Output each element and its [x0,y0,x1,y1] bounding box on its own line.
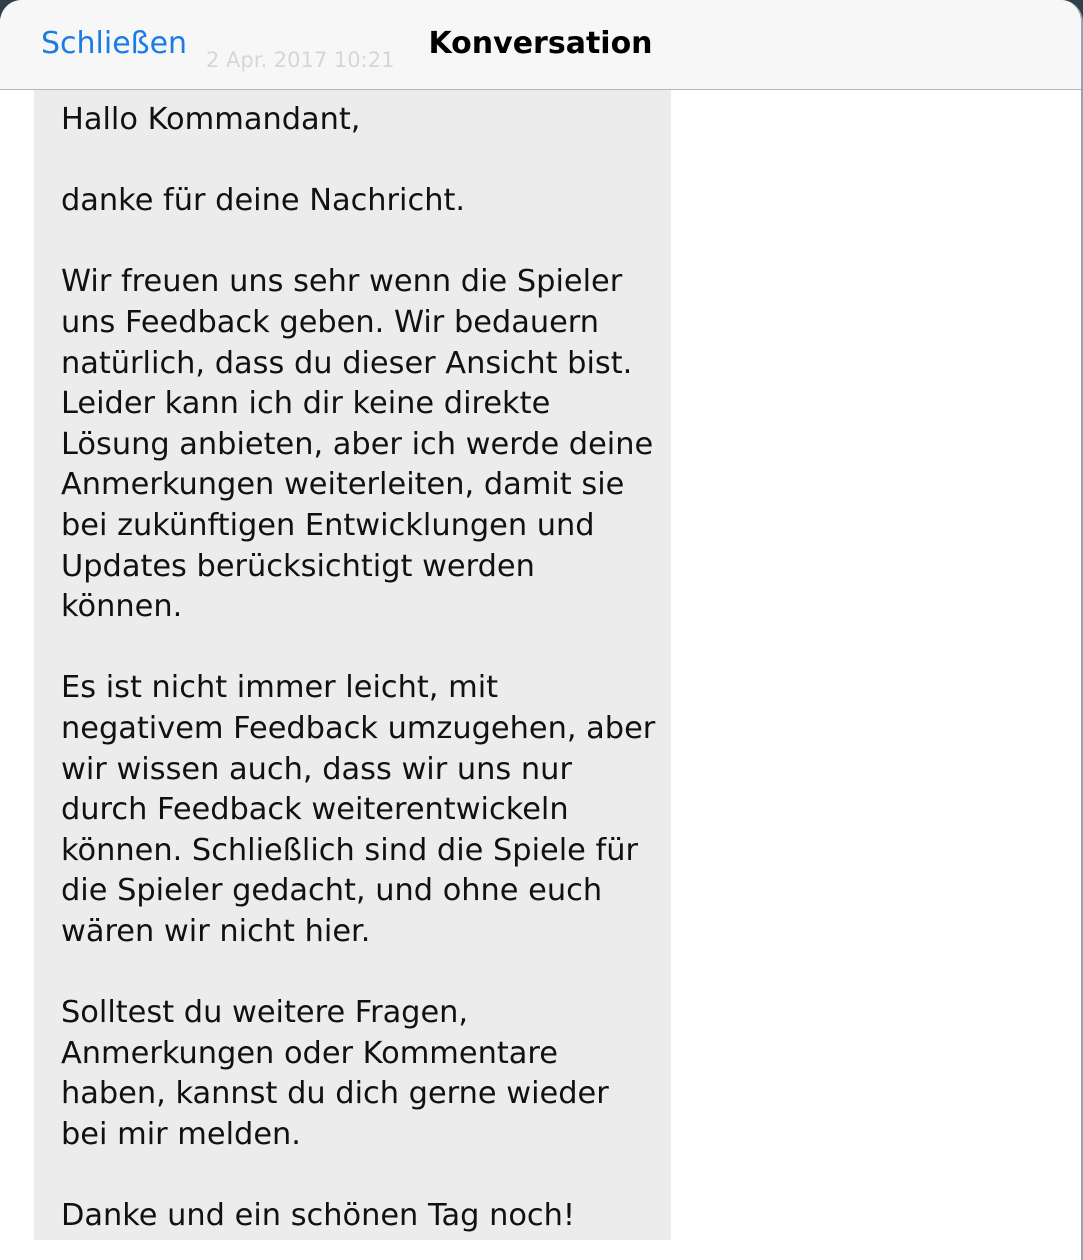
message-paragraph-greeting: Hallo Kommandant, [61,102,361,137]
page-title: Konversation [428,26,653,61]
message-paragraph-questions: Solltest du weitere Fragen, Anmerkungen oder Kommentare haben, kannst du dich gerne wieder bei mir melden. [61,995,609,1152]
message-text [61,100,661,1240]
conversation-scroll-area[interactable] [0,90,1081,1240]
message-paragraph-thanks: danke für deine Nachricht. [61,183,466,219]
message-timestamp: 2 Apr. 2017 10:21 [206,48,395,72]
message-paragraph-feedback: Wir freuen uns sehr wenn die Spieler uns Feedback geben. Wir bedauern natürlich, dass du dieser Ansicht bist. Leider kann ich dir keine direkte Lösung anbieten, aber ich werde deine Anmerkungen weiterleiten, damit sie bei zukünftigen Entwicklungen und Updates berücksichtigt werden können. [61,264,654,625]
navigation-bar [0,0,1081,90]
message-paragraph-closing: Danke und ein schönen Tag noch! [61,1198,576,1234]
close-button[interactable]: Schließen [41,26,188,61]
message-paragraph-negative-feedback: Es ist nicht immer leicht, mit negativem Feedback umzugehen, aber wir wissen auch, dass wir uns nur durch Feedback weiterentwickeln können. Schließlich sind die Spiele für die Spieler gedacht, und ohne euch wären wir nicht hier. [61,670,656,949]
